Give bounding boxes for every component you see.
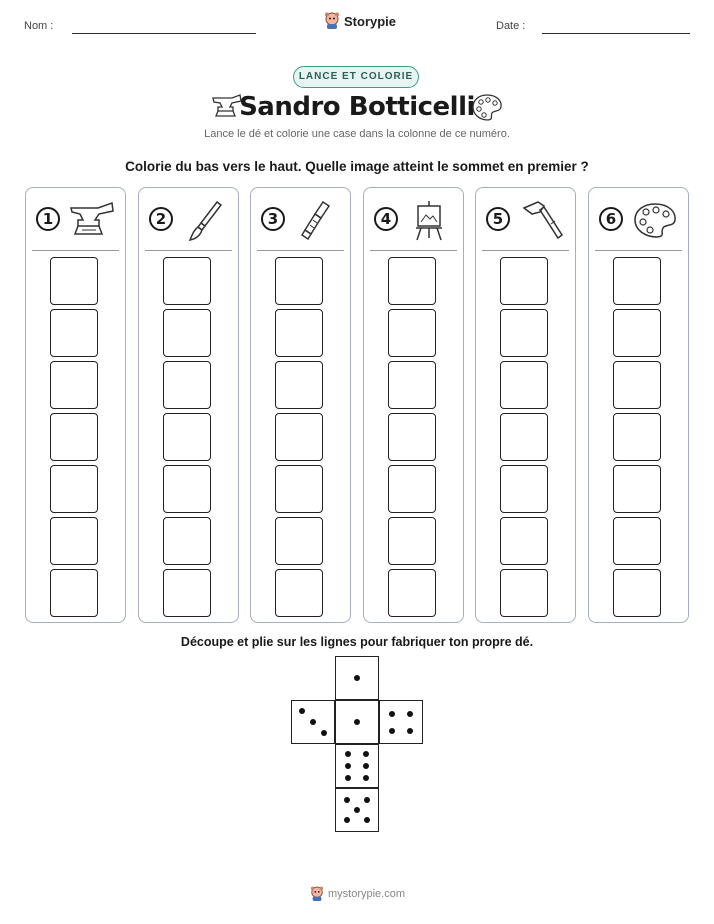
color-cell[interactable] [50,465,98,513]
activity-badge: LANCE ET COLORIE [293,66,419,88]
color-cell[interactable] [50,517,98,565]
color-cell[interactable] [388,309,436,357]
pip [407,711,413,717]
color-cell[interactable] [275,517,323,565]
color-cell[interactable] [388,257,436,305]
column-number: 2 [149,207,173,231]
color-cell[interactable] [275,361,323,409]
pip [389,728,395,734]
column-number: 6 [599,207,623,231]
date-line [542,33,690,34]
column-divider [257,250,344,251]
color-cell[interactable] [275,413,323,461]
color-cell[interactable] [388,465,436,513]
pip [354,675,360,681]
subtitle: Lance le dé et colorie une case dans la colonne de ce numéro. [204,128,510,140]
color-cell[interactable] [500,361,548,409]
brand-logo [324,12,396,30]
color-cell[interactable] [50,257,98,305]
pip [354,719,360,725]
color-cell[interactable] [388,361,436,409]
color-cell[interactable] [613,361,661,409]
column-divider [370,250,457,251]
storypie-mascot-icon [324,12,340,30]
color-cell[interactable] [275,465,323,513]
pip [363,775,369,781]
pip [345,751,351,757]
color-cell[interactable] [613,465,661,513]
color-cell[interactable] [613,413,661,461]
color-cell[interactable] [163,413,211,461]
pip [364,817,370,823]
column-number: 1 [36,207,60,231]
die-face-top [335,656,379,700]
color-cell[interactable] [50,309,98,357]
pip [354,807,360,813]
column-divider [32,250,119,251]
color-cell[interactable] [388,569,436,617]
pip [344,797,350,803]
palette-icon [631,198,679,242]
pip [364,797,370,803]
column-4 [363,187,464,623]
paintbrush-icon [181,198,229,242]
pip [363,751,369,757]
color-cell[interactable] [163,517,211,565]
column-3 [250,187,351,623]
hammer-icon [518,198,566,242]
pip [299,708,305,714]
column-header [139,188,238,250]
color-cell[interactable] [275,569,323,617]
column-header [476,188,575,250]
pip [310,719,316,725]
color-cell[interactable] [163,309,211,357]
cut-instruction: Découpe et plie sur les lignes pour fabriquer ton propre dé. [180,635,534,649]
palette-icon [470,92,504,122]
anvil-icon [68,198,116,242]
column-header [251,188,350,250]
color-cell[interactable] [613,257,661,305]
color-cell[interactable] [500,465,548,513]
column-divider [595,250,682,251]
footer [310,886,405,902]
column-6 [588,187,689,623]
storypie-mascot-icon [310,886,324,902]
column-number: 4 [374,207,398,231]
color-cell[interactable] [163,569,211,617]
color-cell[interactable] [388,517,436,565]
color-cell[interactable] [275,257,323,305]
pip [345,763,351,769]
die-face-bottom [335,744,379,788]
color-cell[interactable] [613,517,661,565]
column-number: 3 [261,207,285,231]
column-divider [482,250,569,251]
name-label: Nom : [24,20,54,32]
brand-name: Storypie [344,13,397,29]
color-cell[interactable] [500,309,548,357]
color-cell[interactable] [163,361,211,409]
color-cell[interactable] [50,413,98,461]
color-cell[interactable] [500,413,548,461]
name-line [72,33,256,34]
easel-icon [406,198,454,242]
chisel-icon [293,198,341,242]
color-cell[interactable] [500,517,548,565]
color-cell[interactable] [50,361,98,409]
pip [321,730,327,736]
color-cell[interactable] [50,569,98,617]
die-face-right [379,700,423,744]
pip [345,775,351,781]
date-label: Date : [496,20,526,32]
column-number: 5 [486,207,510,231]
color-cell[interactable] [500,569,548,617]
column-5 [475,187,576,623]
die-face-center [335,700,379,744]
page-title: Sandro Botticelli [239,92,475,122]
column-1 [25,187,126,623]
pip [407,728,413,734]
color-cell[interactable] [613,569,661,617]
column-2 [138,187,239,623]
column-header [364,188,463,250]
column-divider [145,250,232,251]
pip [389,711,395,717]
die-face-left [291,700,335,744]
die-face-back [335,788,379,832]
color-cell[interactable] [275,309,323,357]
footer-url[interactable]: mystorypie.com [328,888,406,900]
column-header [26,188,125,250]
color-cell[interactable] [500,257,548,305]
color-cell[interactable] [388,413,436,461]
instruction-text: Colorie du bas vers le haut. Quelle image atteint le sommet en premier ? [125,159,589,174]
color-cell[interactable] [163,465,211,513]
color-cell[interactable] [163,257,211,305]
pip [363,763,369,769]
column-header [589,188,688,250]
pip [344,817,350,823]
color-cell[interactable] [613,309,661,357]
